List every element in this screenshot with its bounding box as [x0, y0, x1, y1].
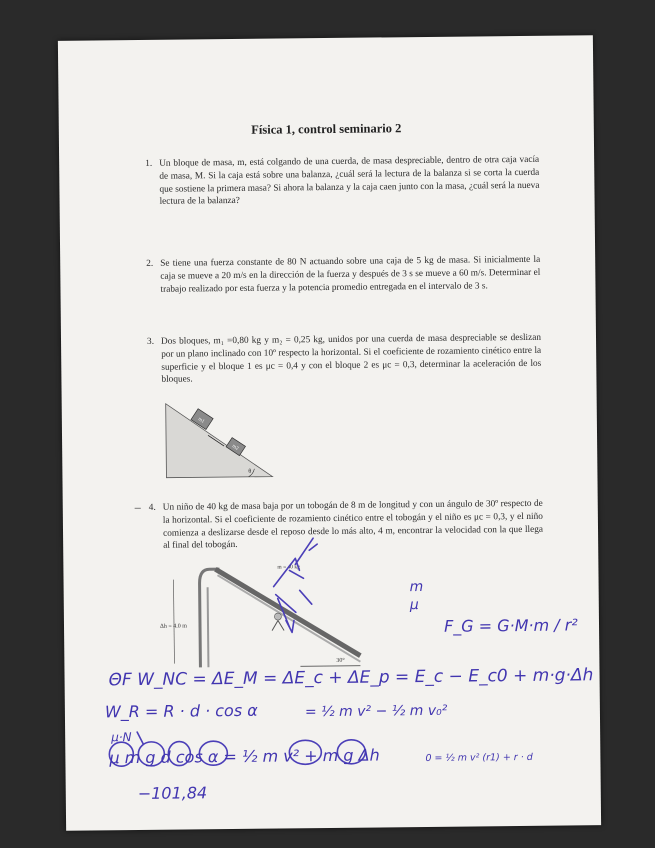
- mass-label: m = 40 kg: [277, 564, 300, 571]
- svg-text:m1: m1: [196, 416, 205, 425]
- svg-text:m2: m2: [230, 443, 239, 452]
- problem-number: 4.: [148, 502, 156, 513]
- handwritten-line-4: μ m g d cos α = ½ m v² + m g Δh: [109, 745, 380, 768]
- problem-number: 1.: [145, 158, 153, 169]
- problem-text: Se tiene una fuerza constante de 80 N actuando sobre una caja de 5 kg de masa. Si inicialmente la caja se mueve a 20 m/s en la dirección de la fuerza y después de 3 s se mueve a 60 m/s. Determinar el trabajo realizado por esta fuerza y la potencia promedio entregada en el intervalo de 3 s.: [160, 254, 541, 295]
- handwritten-m: m: [409, 579, 424, 596]
- page-title: Física 1, control seminario 2: [251, 121, 402, 137]
- problem-3: [146, 332, 542, 387]
- handwritten-line-1: ΘF W_NC = ΔE_M = ΔE_c + ΔE_p = E_c − E_c0 + m·g·Δh: [108, 665, 594, 691]
- handwritten-gravity-formula: F_G = G·M·m / r²: [443, 615, 578, 636]
- problem-4: [148, 498, 544, 553]
- handwritten-line-2b: = ½ m v² − ½ m v₀²: [304, 702, 448, 721]
- handwritten-result: −101,84: [137, 783, 208, 804]
- incline-plane: [166, 403, 273, 478]
- problem-text: Un bloque de masa, m, está colgando de una cuerda, de masa despreciable, dentro de otra caja vacía de masa, M. Si la caja está sobre una balanza, ¿cuál será la lectura de la balanza si se corta la cuerda que sostiene la primera masa? Si ahora la balanza y la caja caen junto con la masa, ¿cuál será la nueva lectura de la balanza?: [159, 154, 540, 208]
- handwritten-mu: μ: [409, 597, 419, 614]
- problem-2: [146, 254, 541, 296]
- margin-dash: –: [134, 499, 141, 515]
- problem-number: 3.: [146, 336, 155, 347]
- incline-figure: [164, 399, 275, 480]
- angle-label: θ: [248, 468, 252, 475]
- height-label: Δh = 4.0 m: [159, 623, 187, 630]
- child-figure: [274, 613, 281, 620]
- problem-number: 2.: [146, 258, 154, 269]
- handwritten-line-5: 0 = ½ m v² (r1) + r · d: [425, 751, 533, 765]
- problem-text: Dos bloques, m₁ =0,80 kg y m₂ = 0,25 kg, unidos por una cuerda de masa despreciable se deslizan por un plano inclinado con 10º respecto la horizontal. Si el coeficiente de rozamiento cinético entre la superficie y el bloque 1 es μc = 0,4 y con el bloque 2 es μc = 0,3, determinar la aceleración de los bloques.: [160, 332, 542, 386]
- angle-label: 30°: [336, 657, 345, 664]
- problem-text: Un niño de 40 kg de masa baja por un tobogán de 8 m de longitud y con un ángulo de 30º respecto de la horizontal. Si el coeficiente de rozamiento cinético entre el tobogán y el niño es μc = 0,3, y el niño comienza a deslizarse desde el reposo desde lo más alto, 4 m, encontrar la velocidad con la que llega al final del tobogán.: [162, 498, 544, 552]
- exam-sheet: [58, 35, 601, 831]
- slide-figure: [159, 552, 370, 674]
- handwritten-line-2: W_R = R · d · cos α: [104, 700, 258, 722]
- handwritten-line-3: μ·N: [111, 730, 132, 745]
- problem-1: [145, 154, 540, 209]
